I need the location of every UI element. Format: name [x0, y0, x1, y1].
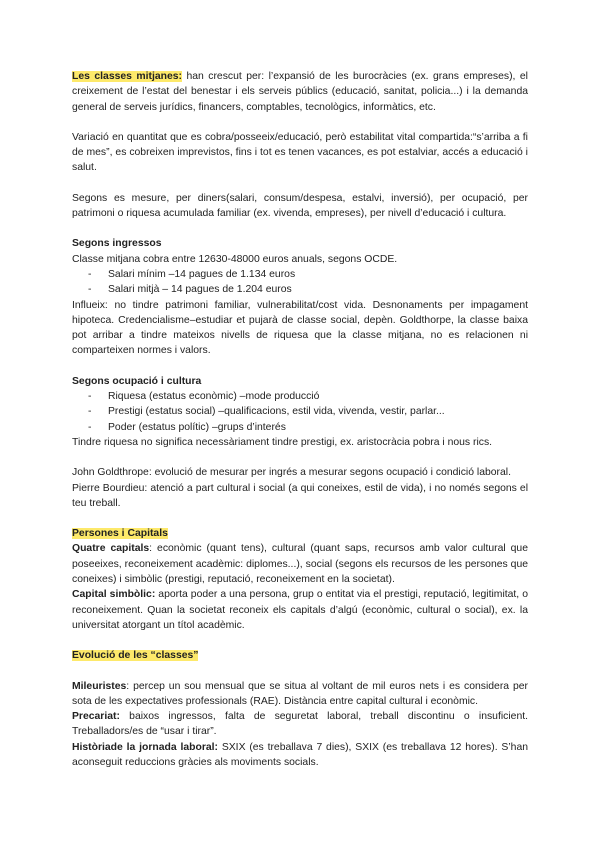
- document-page: [72, 69, 528, 770]
- paragraph-mileuristes: Mileuristes: percep un sou mensual que se situa al voltant de mil euros nets i es considera per sota de les expectatives professionals (RAE). Distància entre capital cultural i econòmic.: [72, 680, 528, 707]
- paragraph-bourdieu: Pierre Bourdieu: atenció a part cultural i social (a qui coneixes, estil de vida), i no només segons el teu treball.: [72, 482, 528, 509]
- ingressos-text: Influeix: no tindre patrimoni familiar, vulnerabilitat/cost vida. Desnonaments per impagament hipoteca. Credencialisme–estudiar et pujarà de classe social, depèn. Goldthorpe, la classe baixa pot arribar a tindre mateixos nivells de riquesa que la classe mitjana, no es relacionen ni comparteixen normes i valors.: [72, 299, 528, 357]
- heading-evolucio: Evolució de les “classes”: [72, 650, 199, 662]
- list-item: - Prestigi (estatus social) –qualificacions, estil vida, vivenda, vestir, parlar...: [88, 404, 528, 419]
- paragraph-goldthorpe: John Goldthrope: evolució de mesurar per ingrés a mesurar segons ocupació i condició laboral.: [72, 467, 511, 479]
- ingressos-intro: Classe mitjana cobra entre 12630-48000 euros anuals, segons OCDE.: [72, 253, 398, 265]
- paragraph-quatre-capitals: Quatre capitals: econòmic (quant tens), cultural (quant saps, recursos amb valor cultural que poseeixes, reconeixement acadèmic: diplomes...), social (segons els recursos de les persones que coneixes) i simbòlic (prestigi, reputació, reconeixement en la societat).: [72, 543, 528, 586]
- list-item: - Poder (estatus polític) –grups d’interés: [88, 420, 528, 435]
- paragraph-classes-mitjanes: [72, 69, 528, 115]
- heading-classes-mitjanes: Les classes mitjanes:: [72, 71, 183, 82]
- list-item: - Salari mínim –14 pagues de 1.134 euros: [88, 267, 528, 282]
- paragraph-historia-jornada: Històriade la jornada laboral: SXIX (es treballava 7 dies), SXIX (es treballava 12 hores). S’han aconseguit reduccions gràcies als moviments socials.: [72, 741, 528, 768]
- ingressos-list: [72, 267, 528, 298]
- paragraph-variacio: Variació en quantitat que es cobra/posseeix/educació, però estabilitat vital compartida:“s’arriba a fi de mes”, es cobreixen imprevistos, fins i tot es tenen vacances, es pot estalviar, accés a educació i salut.: [72, 131, 528, 174]
- list-item: - Riquesa (estatus econòmic) –mode producció: [88, 389, 528, 404]
- ocupacio-list: [72, 389, 528, 435]
- heading-persones-capitals: Persones i Capitals: [72, 528, 168, 540]
- list-item: - Salari mitjà – 14 pagues de 1.204 euros: [88, 282, 528, 297]
- ocupacio-text: Tindre riquesa no significa necessàriament tindre prestigi, ex. aristocràcia pobra i nous rics.: [72, 436, 493, 448]
- heading-segons-ingressos: Segons ingressos: [72, 238, 162, 250]
- paragraph-precariat: Precariat: baixos ingressos, falta de seguretat laboral, treball discontinu o insuficient. Treballadors/es de “usar i tirar”.: [72, 711, 528, 738]
- paragraph-capital-simbolic: Capital simbòlic: aporta poder a una persona, grup o entitat via el prestigi, reputació, legitimitat, o reconeixement. Quan la societat reconeix els capitals d’algú (econòmic, cultural o social), ex. la universitat atorgant un títol acadèmic.: [72, 589, 528, 631]
- paragraph-segons-mesure: Segons es mesure, per diners(salari, consum/despesa, estalvi, inversió), per ocupació, per patrimoni o riquesa acumulada familiar (ex. vivenda, empreses), per nivell d’educació i cultura.: [72, 192, 528, 220]
- text-classes-mitjanes: han crescut per: l’expansió de les burocràcies (ex. grans empreses), el creixement de l’estat del benestar i els serveis públics (educació, sanitat, policia...) i la demanda general de serveis jurídics, financers, comptables, tecnològics, informàtics, etc.: [72, 71, 528, 113]
- heading-segons-ocupacio: Segons ocupació i cultura: [72, 375, 202, 387]
